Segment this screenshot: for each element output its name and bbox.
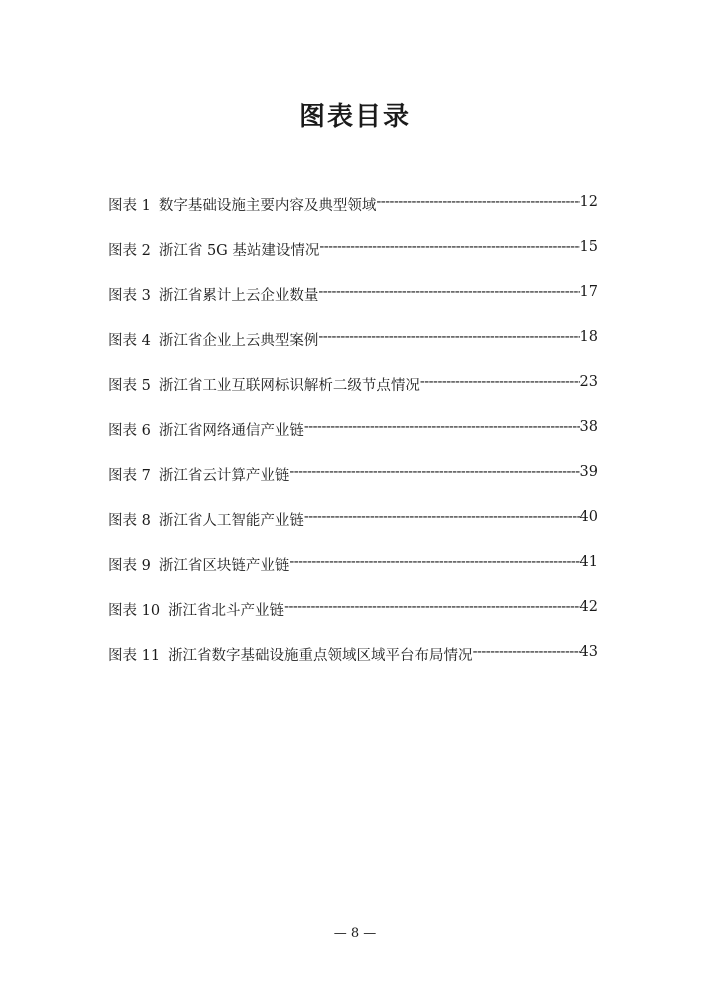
toc-entry-label: 图表 1 [108, 198, 151, 214]
toc-entry-label: 图表 6 [108, 423, 151, 439]
toc-entry-title: 浙江省累计上云企业数量 [158, 288, 319, 304]
toc-entry-label: 图表 11 [108, 648, 161, 664]
toc-entry-label: 图表 8 [108, 513, 151, 529]
toc-entry-title: 浙江省网络通信产业链 [158, 423, 304, 439]
toc-leader [304, 509, 580, 525]
toc-entry-page: 23 [579, 374, 598, 390]
toc-entry-title: 浙江省北斗产业链 [168, 603, 285, 619]
toc-leader [376, 194, 579, 210]
toc-entry[interactable] [108, 374, 598, 419]
toc-entry-title: 浙江省工业互联网标识解析二级节点情况 [158, 378, 420, 394]
toc-entry-title: 数字基础设施主要内容及典型领域 [158, 198, 377, 214]
toc-entry-label: 图表 5 [108, 378, 151, 394]
toc-entry-page: 38 [579, 419, 598, 435]
toc-entry-title: 浙江省区块链产业链 [158, 558, 290, 574]
toc-entry-page: 43 [579, 644, 598, 660]
toc-entry-page: 41 [579, 554, 598, 570]
toc-entry[interactable] [108, 284, 598, 329]
toc-entry-label: 图表 4 [108, 333, 151, 349]
toc-entry[interactable] [108, 419, 598, 464]
toc-entry-title: 浙江省云计算产业链 [158, 468, 290, 484]
toc-entry-label: 图表 10 [108, 603, 161, 619]
toc-entry[interactable] [108, 644, 598, 689]
toc-entry-label: 图表 3 [108, 288, 151, 304]
toc-entry[interactable] [108, 599, 598, 644]
toc-leader [420, 374, 580, 390]
toc-entry-page: 17 [579, 284, 598, 300]
toc-entry-page: 40 [579, 509, 598, 525]
toc-leader [318, 284, 579, 300]
table-of-figures [108, 194, 598, 689]
toc-entry-title: 浙江省数字基础设施重点领域区域平台布局情况 [168, 648, 473, 664]
toc-entry-page: 15 [579, 239, 598, 255]
toc-entry-label: 图表 7 [108, 468, 151, 484]
toc-leader [289, 464, 579, 480]
toc-leader [289, 554, 579, 570]
toc-entry-page: 39 [579, 464, 598, 480]
toc-entry-label: 图表 9 [108, 558, 151, 574]
toc-entry[interactable] [108, 329, 598, 374]
toc-entry[interactable] [108, 194, 598, 239]
toc-leader [284, 599, 579, 615]
page-number-footer: — 8 — [333, 926, 377, 941]
toc-leader [304, 419, 580, 435]
page-title: 图表目录 [298, 102, 411, 132]
toc-entry-page: 12 [579, 194, 598, 210]
toc-leader [473, 644, 580, 660]
toc-leader [319, 239, 579, 255]
toc-entry[interactable] [108, 509, 598, 554]
toc-entry-label: 图表 2 [108, 243, 151, 259]
toc-entry[interactable] [108, 554, 598, 599]
toc-entry[interactable] [108, 464, 598, 509]
toc-entry[interactable] [108, 239, 598, 284]
toc-entry-title: 浙江省企业上云典型案例 [158, 333, 319, 349]
toc-entry-title: 浙江省 5G 基站建设情况 [158, 243, 320, 259]
toc-leader [318, 329, 579, 345]
toc-entry-page: 18 [579, 329, 598, 345]
toc-entry-title: 浙江省人工智能产业链 [158, 513, 304, 529]
toc-entry-page: 42 [579, 599, 598, 615]
